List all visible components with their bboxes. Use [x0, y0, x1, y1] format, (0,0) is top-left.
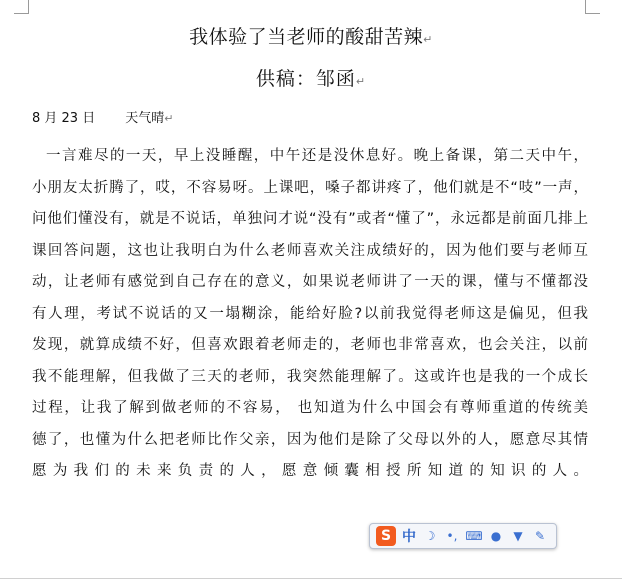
body-line: 课回答问题，这也让我明白为什么老师喜欢关注成绩好的，因为他们要与老师互: [32, 242, 588, 259]
ime-mode-toggle[interactable]: 中: [402, 529, 416, 545]
body-line: 德了，也懂为什么把老师比作父亲，因为他们是除了父母以外的人，愿意尽其情: [32, 431, 588, 448]
document-byline[interactable]: 供稿：邹函↵: [255, 68, 367, 90]
body-line: 一言难尽的一天，早上没睡醒，中午还是没休息好。晚上备课，第二天中午，: [46, 148, 588, 164]
body-line: 我不能理解，但我做了三天的老师，我突然能理解了。这或许也是我的一个成长: [32, 368, 588, 385]
body-line: 发现，就算成绩不好，但喜欢跟着老师走的，老师也非常喜欢，也会关注，以前: [32, 337, 588, 353]
body-line: 愿为我们的未来负责的人，愿意倾囊相授所知道的知识的人。: [32, 463, 588, 479]
punctuation-icon[interactable]: •,: [446, 529, 458, 543]
date-text: 8 月 23 日: [32, 111, 96, 126]
ime-toolbar[interactable]: [369, 523, 557, 549]
body-line: 有人理，考试不说话的又一塌糊涂，能给好脸?以前我觉得老师这是偏见，但我: [32, 305, 588, 322]
body-line: 过程，让我了解到做老师的不容易， 也知道为什么中国会有尊师重道的传统美: [32, 400, 588, 416]
date-line[interactable]: [32, 107, 173, 126]
shirt-icon[interactable]: ▼: [513, 529, 523, 543]
page-corner-mark: [585, 0, 600, 14]
document-title[interactable]: 我体验了当老师的酸甜苦辣↵: [189, 26, 433, 48]
user-icon[interactable]: ●: [490, 529, 502, 543]
body-line: 动，让老师有感觉到自己存在的意义，如果说老师讲了一天的课，懂与不懂都没: [32, 274, 588, 290]
paragraph-mark-icon: ↵: [423, 33, 433, 46]
wrench-icon[interactable]: ✎: [534, 529, 546, 543]
paragraph-mark-icon: ↵: [164, 112, 174, 125]
sogou-logo-icon[interactable]: S: [376, 526, 396, 546]
page-corner-mark: [14, 0, 29, 14]
keyboard-icon[interactable]: ⌨: [465, 529, 483, 543]
paragraph-mark-icon: ↵: [355, 75, 367, 88]
body-line: 小朋友太折腾了，哎，不容易呀。上课吧，嗓子都讲疼了，他们就是不“吱”一声，: [32, 179, 588, 196]
weather-text: 天气晴: [125, 111, 165, 126]
moon-icon[interactable]: ☽: [424, 529, 436, 543]
document-body[interactable]: [32, 146, 588, 493]
body-line: 问他们懂没有，就是不说话，单独问才说“没有”或者“懂了”，永远都是前面几排上: [32, 211, 588, 227]
